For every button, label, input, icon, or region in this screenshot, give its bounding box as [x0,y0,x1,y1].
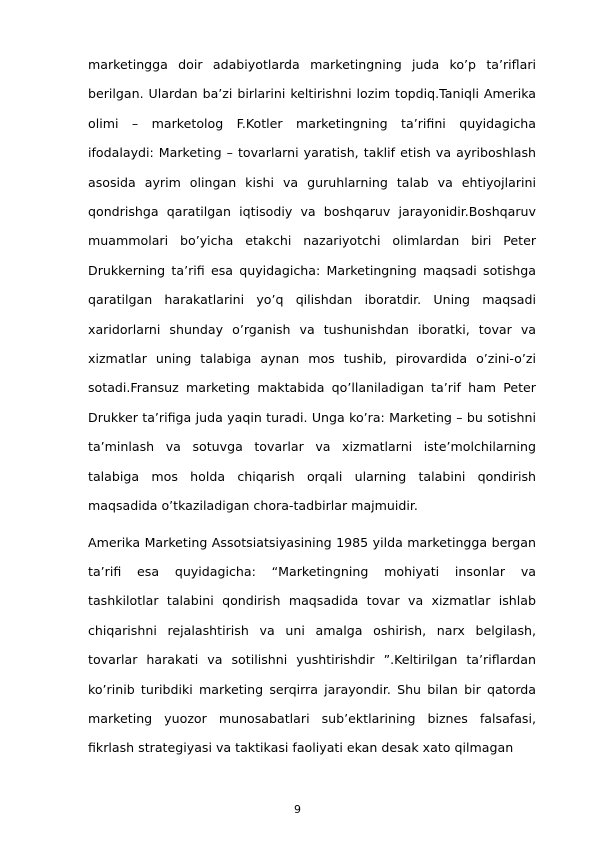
page-number: 9 [294,803,301,816]
body-text [88,50,536,763]
paragraph-ama-definition: Amerika Marketing Assotsiatsiyasining 1985 yilda marketingga bergan ta’rifi esa quyidagicha: “Marketingning mohiyati insonlar va tashkilotlar talabini qondirish maqsadida tovar va xizmatlar ishlab chiqarishni rejalashtirish va uni amalga oshirish, narx belgilash, tovarlar harakati va sotilishni yushtirishdir ”.Keltirilgan ta’riflardan ko’rinib turibdiki marketing serqirra jarayondir. Shu bilan bir qatorda marketing yuozor munosabatlari sub’ektlarining biznes falsafasi, fikrlash strategiyasi va taktikasi faoliyati ekan desak xato qilmagan [88,534,536,756]
paragraph-marketing-definitions: marketingga doir adabiyotlarda marketingning juda ko’p ta’riflari berilgan. Ulardan ba’zi birlarini keltirishni lozim topdiq.Taniqli Amerika olimi – marketolog F.Kotler marketingning ta’rifini quyidagicha ifodalaydi: Marketing – tovarlarni yaratish, taklif etish va ayriboshlash asosida ayrim olingan kishi va guruhlarning talab va ehtiyojlarini qondrishga qaratilgan iqtisodiy va boshqaruv jarayonidir.Boshqaruv muammolari bo’yicha etakchi nazariyotchi olimlardan biri Peter Drukkerning ta’rifi esa quyidagicha: Marketingning maqsadi sotishga qaratilgan harakatlarini yo’q qilishdan iboratdir. Uning maqsadi xaridorlarni shunday o’rganish va tushunishdan iboratki, tovar va xizmatlar uning talabiga aynan mos tushib, pirovardida o’zini-o’zi sotadi.Fransuz marketing maktabida qo’llaniladigan ta’rif ham Peter Drukker ta’rifiga juda yaqin turadi. Unga ko’ra: Marketing – bu sotishni ta’minlash va sotuvga tovarlar va xizmatlarni iste’molchilarning talabiga mos holda chiqarish orqali ularning talabini qondirish maqsadida o’tkaziladigan chora-tadbirlar majmuidir. [88,57,536,514]
